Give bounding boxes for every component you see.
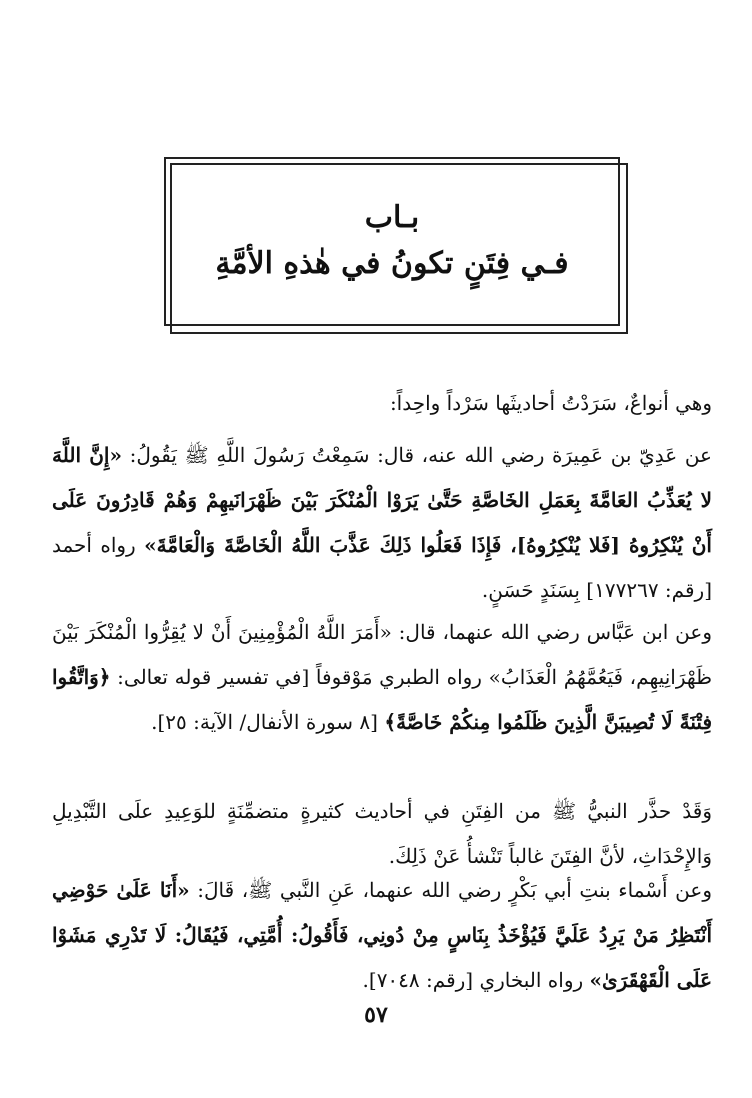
paragraph-2-tail: [٨ سورة الأنفال/ الآية: ٢٥]. xyxy=(151,710,385,734)
paragraph-3-text: وَقَدْ حذَّر النبيُّ ﷺ من الفِتَنِ في أحاديث كثيرةٍ متضمِّنَةٍ للوَعِيدِ علَى التَّبْدِيلِ وَالإِحْدَاثِ، لأنَّ الفِتَنَ غالباً تَنْشأُ عَنْ ذَلِكَ. xyxy=(52,799,712,868)
chapter-title-box xyxy=(164,157,620,326)
paragraph-4-tail: رواه البخاري [رقم: ٧٠٤٨]. xyxy=(362,968,590,992)
page-number: ٥٧ xyxy=(364,1002,388,1028)
paragraph-1-hadith: «إِنَّ اللَّهَ لا يُعَذِّبُ العَامَّةَ بِعَمَلِ الخَاصَّةِ حَتَّىٰ يَرَوْا الْمُنْكَرَ بَيْنَ ظَهْرَانَيهِمْ وَهُمْ قَادِرُونَ عَلَى أَنْ يُنْكِرُوهُ [فَلا يُنْكِرُوهُ]، فَإِذَا فَعَلُوا ذَلِكَ عَذَّبَ اللَّهُ الْخَاصَّةَ وَالْعَامَّةَ» xyxy=(52,443,712,557)
intro-paragraph xyxy=(52,381,712,426)
hadith-paragraph-1 xyxy=(52,433,712,613)
paragraph-4-hadith: «أَنَا عَلَىٰ حَوْضِي أَنْتَظِرُ مَنْ يَرِدُ عَلَيَّ فَيُؤْخَذُ بِنَاسٍ مِنْ دُونِي، فَأَقُولُ: أُمَّتِي، فَيُقَالُ: لَا تَدْرِي مَشَوْا عَلَى الْقَهْقَرَىٰ» xyxy=(52,878,712,992)
paragraph-1-tail: رواه أحمد [رقم: ١٧٧٢٦٧] بِسَنَدٍ حَسَنٍ. xyxy=(52,533,712,602)
chapter-title-content xyxy=(166,159,618,324)
chapter-title: فـي فِتَنٍ تكونُ في هٰذهِ الأمَّةِ xyxy=(215,245,569,281)
intro-text: وهي أنواعٌ، سَرَدْتُ أحاديثَها سَرْداً واحِداً: xyxy=(389,391,712,415)
paragraph-2-lead: وعن ابن عَبَّاس رضي الله عنهما، قال: «أَمَرَ اللَّهُ الْمُؤْمِنِينَ أَنْ لا يُقِرُّوا الْمُنْكَرَ بَيْنَ ظَهْرَانِيهِم، فَيَعُمَّهُمُ الْعَذَابُ» رواه الطبري مَوْقوفاً [في تفسير قوله تعالى: xyxy=(52,620,712,689)
hadith-paragraph-4 xyxy=(52,868,712,1003)
paragraph-4-lead: وعن أَسْماء بنتِ أبي بَكْرٍ رضي الله عنهما، عَنِ النَّبي ﷺ، قَالَ: xyxy=(189,878,712,902)
hadith-paragraph-2 xyxy=(52,610,712,745)
chapter-label: بـاب xyxy=(364,199,420,235)
commentary-paragraph xyxy=(52,789,712,879)
paragraph-2-ayah: ﴿وَاتَّقُوا فِتْنَةً لَا تُصِيبَنَّ الَّذِينَ ظَلَمُوا مِنكُمْ خَاصَّةً﴾ xyxy=(52,665,712,734)
paragraph-1-lead: عن عَدِيّ بن عَمِيرَة رضي الله عنه، قال: سَمِعْتُ رَسُولَ اللَّهِ ﷺ يَقُولُ: xyxy=(121,443,712,467)
